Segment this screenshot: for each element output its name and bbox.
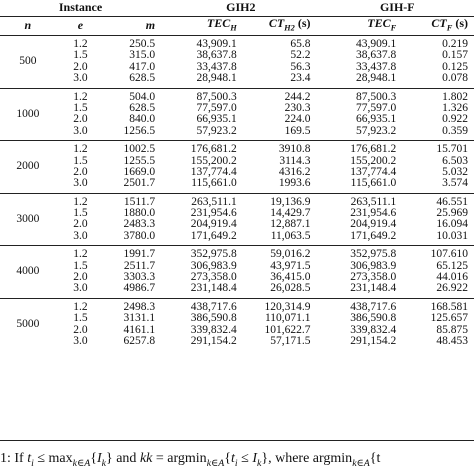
- cell-e: 2.0: [73, 165, 88, 178]
- cell-m-stack: [105, 246, 161, 299]
- cell-ct-h2: 65.8: [290, 38, 311, 50]
- cell-ct-h2: 19,136.9: [270, 195, 311, 208]
- cell-ct-h2: 36,415.0: [270, 271, 311, 284]
- cell-ct-h2: 230.3: [284, 101, 311, 114]
- cell-tec-h: 171,649.2: [190, 229, 237, 242]
- table-row-group: [0, 246, 474, 299]
- cell-ct-f-stack: [404, 88, 474, 141]
- cell-ct-h2: 43,971.5: [270, 259, 311, 272]
- cell-tec-h: 66,935.1: [196, 113, 237, 126]
- col-header-m: m: [145, 18, 156, 33]
- table-bottom-rule: [0, 440, 474, 441]
- cell-ct-h2: 3114.3: [279, 154, 311, 167]
- cell-ct-f: 107.610: [430, 248, 468, 261]
- col-header-n: n: [24, 18, 32, 33]
- cell-ct-h2-stack: [245, 246, 321, 299]
- cell-tec-f: 231,954.6: [350, 207, 397, 220]
- cell-e-stack: [56, 141, 106, 194]
- cell-m: 250.5: [129, 38, 156, 50]
- cell-ct-h2-stack: [245, 298, 321, 350]
- cell-ct-h2: 244.2: [284, 90, 311, 103]
- cell-ct-h2: 1993.6: [278, 177, 311, 190]
- cell-ct-h2: 4316.2: [278, 165, 311, 178]
- cell-ct-h2: 120,314.9: [264, 300, 311, 313]
- header-instance: Instance: [58, 0, 103, 15]
- cell-tec-f: 115,661.0: [350, 177, 397, 190]
- cell-tec-f-stack: [321, 141, 405, 194]
- col-header-ct-f: $CT_F$ (s): [431, 16, 468, 33]
- cell-e: 3.0: [73, 334, 88, 347]
- cell-tec-h: 352,975.8: [190, 248, 237, 261]
- cell-ct-f: 0.125: [442, 60, 468, 73]
- cell-tec-h: 263,511.1: [191, 195, 237, 208]
- cell-tec-f-stack: [321, 193, 405, 246]
- cell-e: 1.2: [73, 143, 88, 156]
- cell-tec-h: 176,681.2: [190, 143, 237, 156]
- cell-tec-f: 38,637.8: [355, 49, 397, 62]
- cell-e: 1.5: [73, 101, 88, 114]
- cell-m: 3131.1: [123, 312, 156, 325]
- cell-m-stack: [105, 193, 161, 246]
- cell-tec-h: 115,661.0: [191, 177, 237, 190]
- cell-ct-h2: 56.3: [290, 60, 311, 73]
- cell-ct-f-stack: [404, 193, 474, 246]
- cell-ct-f: 65.125: [436, 259, 468, 272]
- cell-ct-f: 1.326: [442, 101, 468, 114]
- cell-ct-h2: 101,622.7: [264, 323, 311, 336]
- cell-m: 1669.0: [123, 165, 156, 178]
- cell-ct-f: 5.032: [442, 165, 468, 178]
- cell-ct-h2: 52.2: [290, 49, 311, 62]
- cell-n: 3000: [0, 193, 56, 246]
- cell-ct-f: 46.551: [436, 195, 468, 208]
- table-row-group: [0, 141, 474, 194]
- header-gih2: GIH2: [161, 0, 320, 17]
- cell-m: 628.5: [129, 72, 156, 85]
- cell-m-stack: [105, 36, 161, 89]
- table-row-group: [0, 36, 474, 89]
- cell-tec-h-stack: [161, 36, 245, 89]
- cell-e: 1.5: [73, 49, 88, 62]
- cell-e: 1.2: [73, 195, 88, 208]
- cell-m: 4986.7: [123, 282, 156, 295]
- table-row-group: [0, 193, 474, 246]
- cell-m: 2498.3: [123, 300, 156, 313]
- cell-e: 1.2: [73, 90, 88, 103]
- cell-ct-h2: 110,071.1: [264, 312, 311, 325]
- table-body: [0, 36, 474, 351]
- cell-tec-f: 171,649.2: [350, 229, 397, 242]
- cell-ct-h2: 224.0: [284, 113, 311, 126]
- cell-e-stack: [56, 88, 106, 141]
- cell-e: 1.2: [73, 300, 88, 313]
- cell-tec-f: 263,511.1: [350, 195, 397, 208]
- col-header-tec-h: $TEC_H$: [206, 16, 237, 33]
- cell-tec-f: 33,437.8: [355, 60, 397, 73]
- cell-tec-h: 77,597.0: [196, 101, 237, 114]
- cell-ct-h2: 12,887.1: [270, 218, 311, 231]
- cell-ct-h2: 23.4: [290, 72, 311, 85]
- footnote: 1: If $t_i \le \max_{k\in A}\{I_k\}$ and kk = $argmin_{k\in A}\{t_i \le I_k\}$, where argmin$_{k\in A}${t: [0, 451, 381, 469]
- cell-m: 1256.5: [123, 124, 156, 137]
- cell-ct-h2-stack: [245, 36, 321, 89]
- cell-e: 3.0: [73, 124, 88, 137]
- cell-tec-h: 38,637.8: [196, 49, 237, 62]
- cell-e-stack: [56, 246, 106, 299]
- cell-m: 1255.5: [123, 154, 156, 167]
- cell-n: 4000: [0, 246, 56, 299]
- cell-e: 1.5: [73, 154, 88, 167]
- cell-m: 2483.3: [123, 218, 156, 231]
- cell-ct-f: 0.922: [442, 113, 468, 126]
- cell-e: 2.0: [73, 323, 88, 336]
- cell-ct-h2: 14,429.7: [270, 207, 311, 220]
- cell-tec-f-stack: [321, 246, 405, 299]
- table-row-group: [0, 298, 474, 350]
- cell-tec-f: 155,200.2: [350, 154, 397, 167]
- cell-ct-h2: 169.5: [284, 124, 311, 137]
- header-gihf: GIH-F: [321, 0, 474, 17]
- cell-tec-h: 231,148.4: [190, 282, 237, 295]
- cell-tec-h-stack: [161, 298, 245, 350]
- cell-e: 3.0: [73, 282, 88, 295]
- cell-m: 6257.8: [123, 334, 156, 347]
- cell-m: 1002.5: [123, 143, 156, 156]
- cell-ct-h2-stack: [245, 141, 321, 194]
- cell-ct-f: 125.657: [430, 312, 468, 325]
- cell-e: 1.5: [73, 259, 88, 272]
- cell-tec-h: 438,717.6: [190, 300, 237, 313]
- cell-tec-h: 339,832.4: [190, 323, 237, 336]
- cell-n: 5000: [16, 317, 40, 330]
- cell-e: 1.5: [73, 312, 88, 325]
- cell-m: 1511.7: [123, 195, 156, 208]
- cell-ct-f-stack: [404, 298, 474, 350]
- cell-e-stack: [56, 36, 106, 89]
- cell-tec-f: 57,923.2: [355, 124, 397, 137]
- cell-ct-f: 16.094: [436, 218, 468, 231]
- cell-tec-f: 87,500.3: [355, 90, 397, 103]
- cell-ct-f-stack: [404, 36, 474, 89]
- cell-tec-h: 33,437.8: [196, 60, 237, 73]
- cell-e: 2.0: [73, 113, 88, 126]
- cell-m: 2501.7: [123, 177, 156, 190]
- cell-ct-h2: 59,016.2: [270, 248, 311, 261]
- cell-tec-h-stack: [161, 141, 245, 194]
- cell-tec-f: 137,774.4: [350, 165, 397, 178]
- cell-ct-f: 25.969: [436, 207, 468, 220]
- col-header-e: e: [77, 18, 84, 33]
- cell-tec-h: 306,983.9: [190, 259, 237, 272]
- cell-ct-f: 15.701: [436, 143, 468, 156]
- cell-ct-f: 1.802: [442, 90, 468, 103]
- cell-tec-h-stack: [161, 88, 245, 141]
- cell-n: 2000: [0, 141, 56, 194]
- cell-e: 3.0: [73, 177, 88, 190]
- cell-n: 1000: [0, 88, 56, 141]
- cell-tec-h: 43,909.1: [196, 38, 237, 50]
- cell-ct-h2: 57,171.5: [270, 334, 311, 347]
- cell-m: 1991.7: [123, 248, 156, 261]
- cell-tec-f-stack: [321, 88, 405, 141]
- cell-ct-f: 6.503: [442, 154, 468, 167]
- cell-ct-f: 3.574: [442, 177, 468, 190]
- cell-m: 2511.7: [123, 259, 156, 272]
- col-header-ct-h2: $CT_{H2}$ (s): [268, 16, 311, 33]
- cell-ct-f: 168.581: [430, 300, 468, 313]
- cell-tec-h: 273,358.0: [190, 271, 237, 284]
- cell-m-stack: [105, 141, 161, 194]
- cell-tec-f-stack: [321, 36, 405, 89]
- cell-tec-f: 66,935.1: [355, 113, 397, 126]
- cell-tec-f: 352,975.8: [350, 248, 397, 261]
- cell-ct-f: 0.219: [442, 38, 468, 50]
- cell-tec-h: 137,774.4: [190, 165, 237, 178]
- cell-ct-h2-stack: [245, 88, 321, 141]
- cell-tec-h: 87,500.3: [196, 90, 237, 103]
- cell-ct-h2: 11,063.5: [270, 229, 311, 242]
- cell-ct-f: 0.078: [442, 72, 468, 85]
- cell-m-stack: [105, 298, 161, 350]
- cell-m: 3303.3: [123, 271, 156, 284]
- cell-e: 2.0: [73, 60, 88, 73]
- cell-n: 500: [0, 36, 56, 89]
- cell-ct-f: 0.157: [442, 49, 468, 62]
- cell-tec-h-stack: [161, 193, 245, 246]
- cell-m: 1880.0: [123, 207, 156, 220]
- cell-e: 2.0: [73, 271, 88, 284]
- cell-ct-f: 0.359: [442, 124, 468, 137]
- cell-ct-h2-stack: [245, 193, 321, 246]
- cell-e: 3.0: [73, 72, 88, 85]
- cell-tec-h: 291,154.2: [190, 334, 237, 347]
- cell-tec-f: 176,681.2: [350, 143, 397, 156]
- header-row-columns: [0, 17, 474, 36]
- cell-tec-h: 155,200.2: [190, 154, 237, 167]
- cell-e-stack: [56, 298, 106, 350]
- cell-tec-f: 291,154.2: [350, 334, 397, 347]
- cell-e: 3.0: [73, 229, 88, 242]
- cell-tec-f: 204,919.4: [350, 218, 397, 231]
- cell-ct-h2: 3910.8: [278, 143, 311, 156]
- cell-ct-f-stack: [404, 141, 474, 194]
- cell-e: 1.2: [73, 38, 88, 50]
- cell-tec-h: 28,948.1: [196, 72, 237, 85]
- table-row-group: [0, 88, 474, 141]
- cell-m: 504.0: [129, 90, 156, 103]
- cell-tec-h: 57,923.2: [196, 124, 237, 137]
- cell-e-stack: [56, 193, 106, 246]
- cell-ct-f: 44.016: [436, 271, 468, 284]
- cell-m-stack: [105, 88, 161, 141]
- cell-m: 3780.0: [123, 229, 156, 242]
- cell-e: 1.2: [73, 248, 88, 261]
- cell-m: 417.0: [129, 60, 156, 73]
- header-row-top: [0, 0, 474, 17]
- cell-tec-f-stack: [321, 298, 405, 350]
- cell-tec-f: 386,590.8: [350, 312, 397, 325]
- cell-m: 840.0: [129, 113, 156, 126]
- cell-m: 628.5: [129, 101, 156, 114]
- cell-tec-f: 306,983.9: [350, 259, 397, 272]
- cell-e: 2.0: [73, 218, 88, 231]
- cell-m: 4161.1: [123, 323, 156, 336]
- cell-tec-f: 77,597.0: [355, 101, 397, 114]
- cell-tec-h: 204,919.4: [190, 218, 237, 231]
- cell-ct-f: 48.453: [436, 334, 468, 347]
- cell-ct-f: 26.922: [436, 282, 468, 295]
- cell-tec-h: 231,954.6: [190, 207, 237, 220]
- cell-tec-f: 339,832.4: [350, 323, 397, 336]
- cell-tec-h-stack: [161, 246, 245, 299]
- cell-ct-f: 85.875: [436, 323, 468, 336]
- cell-tec-f: 273,358.0: [350, 271, 397, 284]
- cell-m: 315.0: [129, 49, 156, 62]
- cell-tec-f: 28,948.1: [355, 72, 397, 85]
- cell-tec-f: 231,148.4: [350, 282, 397, 295]
- col-header-tec-f: $TEC_F$: [367, 16, 397, 33]
- cell-tec-h: 386,590.8: [190, 312, 237, 325]
- cell-e: 1.5: [73, 207, 88, 220]
- cell-ct-h2: 26,028.5: [270, 282, 311, 295]
- cell-ct-f-stack: [404, 246, 474, 299]
- cell-ct-f: 10.031: [436, 229, 468, 242]
- cell-tec-f: 43,909.1: [355, 38, 397, 50]
- cell-tec-f: 438,717.6: [350, 300, 397, 313]
